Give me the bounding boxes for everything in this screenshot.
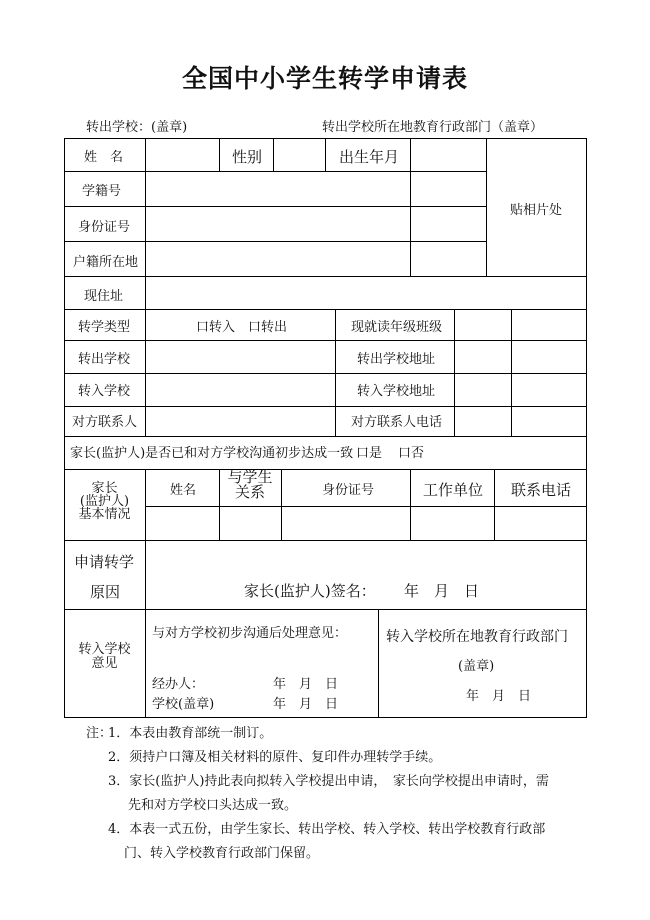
gender-label: 性别 — [232, 148, 263, 166]
note-4-line2: 门、转入学校教育行政部门保留。 — [124, 846, 320, 861]
in-school-opinion-label-line2: 意见 — [91, 656, 118, 671]
name-label: 姓 名 — [84, 150, 124, 165]
note-4-line1: 4．本表一式五份，由学生家长、转出学校、转入学校、转出学校教育行政部 — [108, 822, 546, 837]
guardian-work-header: 工作单位 — [423, 481, 484, 499]
guardian-label-line3: 基本情况 — [78, 507, 131, 522]
out-school-label: 转出学校 — [78, 352, 131, 367]
page-title: 全国中小学生转学申请表 — [181, 64, 468, 93]
current-grade-label: 现就读年级班级 — [351, 320, 443, 335]
notes-prefix: 注： — [86, 726, 113, 741]
in-school-label: 转入学校 — [78, 384, 131, 399]
handler-date-label: 年 月 日 — [273, 677, 339, 692]
contact-person-label: 对方联系人 — [72, 415, 138, 430]
hukou-label: 户籍所在地 — [73, 255, 139, 270]
photo-placeholder-label: 贴相片处 — [510, 203, 563, 218]
address-label: 现住址 — [84, 289, 124, 304]
guardian-name-header: 姓名 — [170, 483, 197, 498]
note-3-line1: 3．家长(监护人)持此表向拟转入学校提出申请， 家长向学校提出申请时，需 — [108, 774, 549, 789]
out-school-stamp-label: 转出学校：(盖章) — [86, 120, 188, 135]
guardian-label-line2: (监护人) — [79, 494, 130, 509]
out-school-address-label: 转出学校地址 — [357, 352, 436, 367]
guardian-phone-header: 联系电话 — [511, 481, 572, 499]
consent-no-option[interactable]: 口否 — [398, 446, 425, 461]
note-3-line2: 先和对方学校口头达成一致。 — [128, 798, 298, 813]
in-dept-stamp-label: (盖章) — [458, 659, 495, 674]
process-opinion-label: 与对方学校初步沟通后处理意见： — [152, 626, 348, 641]
guardian-label-line1: 家长 — [91, 481, 118, 496]
in-school-address-label: 转入学校地址 — [357, 384, 436, 399]
in-dept-date-label: 年 月 日 — [466, 689, 532, 704]
note-1: 1．本表由教育部统一制订。 — [108, 726, 273, 741]
in-dept-label: 转入学校所在地教育行政部门 — [386, 629, 568, 645]
transfer-type-label: 转学类型 — [78, 320, 131, 335]
in-school-opinion-label-line1: 转入学校 — [78, 642, 131, 657]
school-date-label: 年 月 日 — [273, 697, 339, 712]
birth-date-label: 出生年月 — [339, 148, 400, 166]
consent-yes-option[interactable]: 口是 — [356, 446, 383, 461]
guardian-relation-header-line2: 关系 — [234, 483, 265, 501]
reason-date-label: 年 月 日 — [404, 582, 480, 600]
guardian-id-header: 身份证号 — [322, 483, 375, 498]
school-stamp-label: 学校(盖章) — [152, 697, 215, 712]
out-dept-stamp-label: 转出学校所在地教育行政部门（盖章） — [322, 120, 544, 135]
student-id-label: 学籍号 — [82, 184, 122, 199]
note-2: 2．须持户口簿及相关材料的原件、复印件办理转学手续。 — [108, 750, 442, 765]
transfer-type-options[interactable]: 口转入 口转出 — [196, 320, 288, 335]
handler-label: 经办人： — [152, 677, 205, 692]
guardian-relation-header-line1: 与学生 — [227, 468, 273, 486]
reason-label-line2: 原因 — [90, 583, 121, 601]
guardian-signature-label: 家长(监护人)签名： — [244, 582, 376, 600]
consent-question: 家长(监护人)是否已和对方学校沟通初步达成一致 — [70, 446, 354, 461]
id-card-label: 身份证号 — [78, 220, 131, 235]
contact-phone-label: 对方联系人电话 — [351, 415, 443, 430]
reason-label-line1: 申请转学 — [74, 553, 135, 571]
